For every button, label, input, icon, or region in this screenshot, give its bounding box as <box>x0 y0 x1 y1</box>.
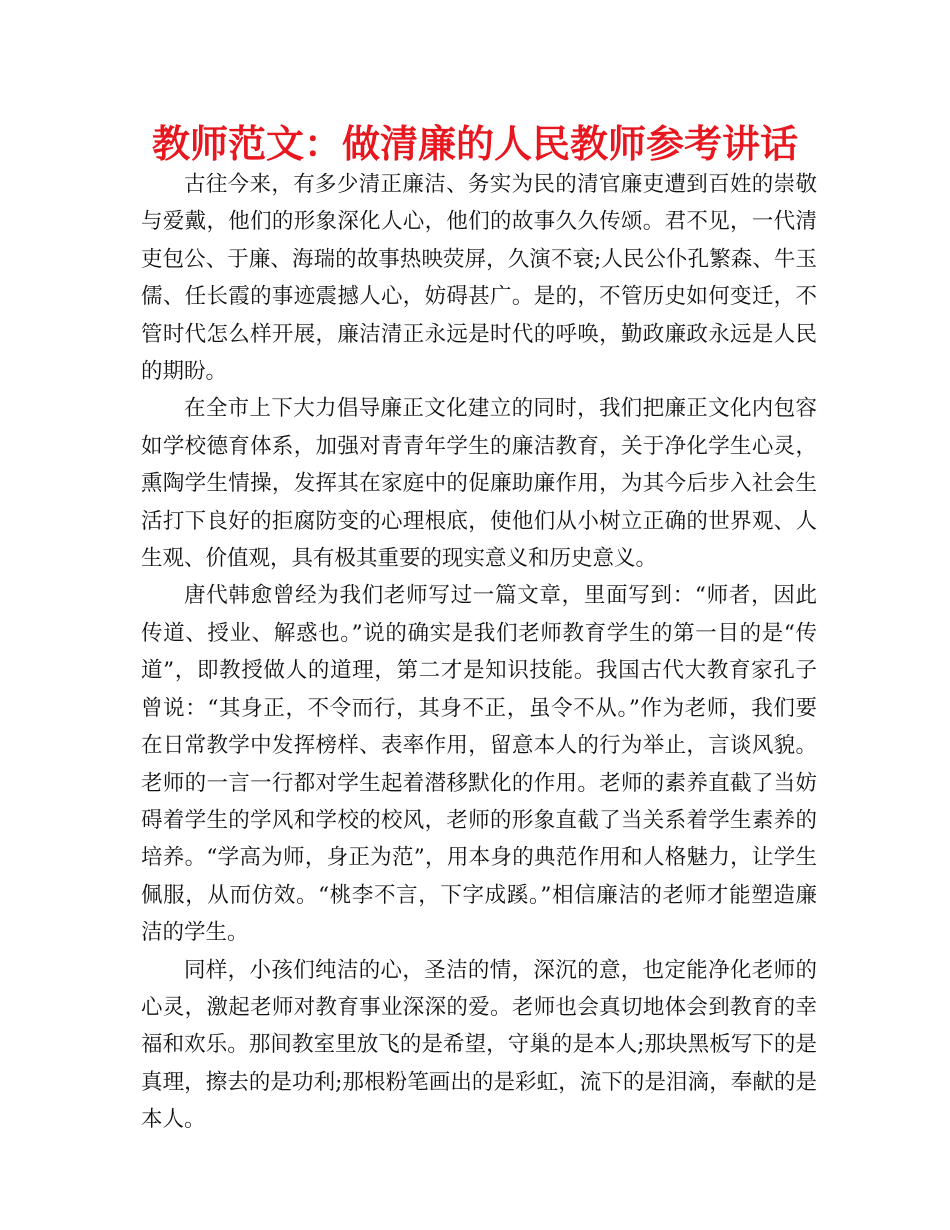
paragraph-4: 同样，小孩们纯洁的心，圣洁的情，深沉的意，也定能净化老师的心灵，激起老师对教育事业深深的爱。老师也会真切地体会到教育的幸福和欢乐。那间教室里放飞的是希望，守巢的是本人;那块黑板写下的是真理，擦去的是功利;那根粉笔画出的是彩虹，流下的是泪滴，奉献的是本人。 <box>141 957 817 1133</box>
document-body <box>141 166 817 1139</box>
document-title: 教师范文：做清廉的人民教师参考讲话 <box>151 122 798 166</box>
paragraph-1: 古往今来，有多少清正廉洁、务实为民的清官廉吏遭到百姓的崇敬与爱戴，他们的形象深化人心，他们的故事久久传颂。君不见，一代清吏包公、于廉、海瑞的故事热映荧屏，久演不衰;人民公仆孔繁森、牛玉儒、任长霞的事迹震撼人心，妨碍甚广。是的，不管历史如何变迁，不管时代怎么样开展，廉洁清正永远是时代的呼唤，勤政廉政永远是人民的期盼。 <box>141 172 817 385</box>
paragraph-2: 在全市上下大力倡导廉正文化建立的同时，我们把廉正文化内包容如学校德育体系，加强对青青年学生的廉洁教育，关于净化学生心灵，熏陶学生情操，发挥其在家庭中的促廉助廉作用，为其今后步入社会生活打下良好的拒腐防变的心理根底，使他们从小树立正确的世界观、人生观、价值观，具有极其重要的现实意义和历史意义。 <box>141 396 817 572</box>
paragraph-3: 唐代韩愈曾经为我们老师写过一篇文章，里面写到：“师者，因此传道、授业、解惑也。”说的确实是我们老师教育学生的第一目的是“传道”，即教授做人的道理，第二才是知识技能。我国古代大教育家孔子曾说：“其身正，不令而行，其身不正，虽令不从。”作为老师，我们要在日常教学中发挥榜样、表率作用，留意本人的行为举止，言谈风貌。老师的一言一行都对学生起着潜移默化的作用。老师的素养直截了当妨碍着学生的学风和学校的校风，老师的形象直截了当关系着学生素养的培养。“学高为师，身正为范”，用本身的典范作用和人格魅力，让学生佩服，从而仿效。“桃李不言，下字成蹊。”相信廉洁的老师才能塑造廉洁的学生。 <box>141 583 817 946</box>
